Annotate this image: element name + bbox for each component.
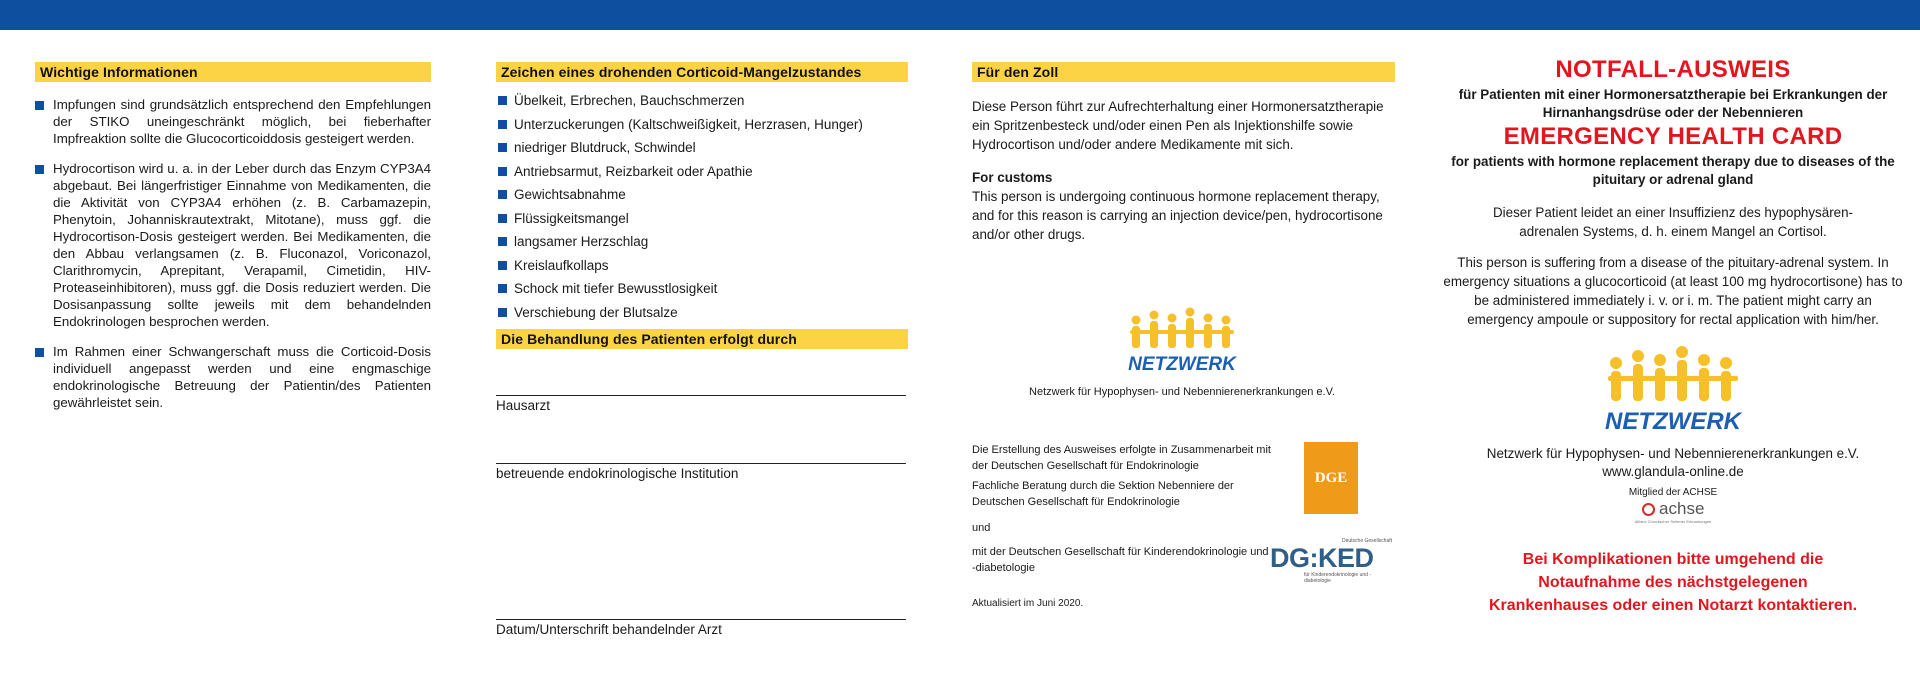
list-item: langsamer Herzschlag <box>496 233 908 257</box>
bullet-square-icon <box>498 96 507 105</box>
gp-label: Hausarzt <box>496 398 551 413</box>
achse-logo: achse Allianz Chronischer Seltener Erkrankungen <box>1634 499 1712 524</box>
list-item: Impfungen sind grundsätzlich entsprechend den Empfehlungen der STIKO uneingeschränkt möglich, bei fieberhafter Impfreaktion sollte die Glucocorticoiddosis gesteigert werden. <box>35 96 431 147</box>
bullet-square-icon <box>35 348 44 357</box>
list-item: Kreislaufkollaps <box>496 257 908 281</box>
deficiency-signs-header: Zeichen eines drohenden Corticoid-Mangelzustandes <box>496 62 908 82</box>
subtitle-en: for patients with hormone replacement therapy due to diseases of the pituitary or adrenal gland <box>1451 154 1895 187</box>
list-item: Unterzuckerungen (Kaltschweißigkeit, Herzrasen, Hunger) <box>496 116 908 140</box>
svg-text:NETZWERK: NETZWERK <box>1128 354 1236 375</box>
important-info-column <box>35 62 431 424</box>
bullet-square-icon <box>498 261 507 270</box>
list-item: Hydrocortison wird u. a. in der Leber durch das Enzym CYP3A4 abgebaut. Bei längerfristiger Einnahme von Medikamenten, die die Aktivität von CYP3A4 erhöhen (z. B. Carbamazepin, Phenytoin, Johanniskrautextrakt, Mitotane), muss ggf. die Hydrocortison-Dosis gesteigert werden. Bei Medikamenten, die den Abbau verlangsamen (z. B. Fluconazol, Voriconazol, Clarithromycin, Aprepitant, Verapamil, Cimetidin, HIV-Proteaseinhibitoren), muss ggf. die Dosis reduziert werden. Die Dosisanpassung sollte jeweils mit dem behandelnden Endokrinologen besprochen werden. <box>35 160 431 330</box>
netzwerk-caption: Netzwerk für Hypophysen- und Nebennierenerkrankungen e.V. <box>1029 386 1335 398</box>
bullet-square-icon <box>498 167 507 176</box>
org-name: Netzwerk für Hypophysen- und Nebennierenerkrankungen e.V. <box>1486 446 1860 461</box>
list-item: Gewichtsabnahme <box>496 186 908 210</box>
netzwerk-logo-large <box>1443 345 1903 439</box>
top-color-bar <box>0 0 1920 30</box>
people-chain-icon <box>1122 306 1242 378</box>
list-item: Flüssigkeitsmangel <box>496 210 908 234</box>
achse-circle-icon <box>1642 503 1655 516</box>
deficiency-signs-column <box>496 62 908 637</box>
info-text-en: This person is suffering from a disease of the pituitary-adrenal system. In emergency situations a glucocorticoid (at least 100 mg hydrocortisone) has to be administered immediately i. v. or i. m. The patient might carry an emergency ampoule or suppository for rectal application with him/her. <box>1443 255 1903 327</box>
bullet-square-icon <box>498 237 507 246</box>
cooperation-block <box>972 442 1396 612</box>
institution-label: betreuende endokrinologische Institution <box>496 466 739 481</box>
bullet-square-icon <box>35 165 44 174</box>
doctor-signature-label: Datum/Unterschrift behandelnder Arzt <box>496 622 722 637</box>
important-info-list <box>35 96 431 411</box>
customs-text-en: This person is undergoing continuous hormone replacement therapy, and for this reason is carrying an injection device/pen, hydrocortisone and/or other drugs. <box>972 189 1383 242</box>
bullet-square-icon <box>498 190 507 199</box>
symptom-list <box>496 92 908 327</box>
institution-signature-line[interactable] <box>496 463 906 464</box>
list-item: Im Rahmen einer Schwangerschaft muss die Corticoid-Dosis individuell angepasst werden und eine engmaschige endokrinologische Betreuung der Patientin/des Patienten gewährleistet sein. <box>35 343 431 411</box>
important-info-header: Wichtige Informationen <box>35 62 431 82</box>
people-chain-icon <box>1598 345 1748 439</box>
website-link[interactable]: www.glandula-online.de <box>1602 464 1744 479</box>
coop-text-2: Fachliche Beratung durch die Sektion Nebenniere der Deutschen Gesellschaft für Endokrinologie <box>972 480 1234 508</box>
customs-text-de: Diese Person führt zur Aufrechterhaltung einer Hormonersatztherapie ein Spritzenbesteck und/oder einen Pen als Injektionshilfe sowie Hydrocortison und/oder andere Medikamente mit sich. <box>972 99 1384 152</box>
list-item: Antriebsarmut, Reizbarkeit oder Apathie <box>496 163 908 187</box>
coop-and: und <box>972 522 991 534</box>
subtitle-de: für Patienten mit einer Hormonersatztherapie bei Erkrankungen der Hirnanhangsdrüse oder der Nebennieren <box>1458 87 1888 120</box>
emergency-footer: Bei Komplikationen bitte umgehend die Notaufnahme des nächstgelegenen Krankenhauses oder einen Notarzt kontaktieren. <box>1488 551 1858 614</box>
customs-column <box>972 62 1396 612</box>
gp-signature-line[interactable] <box>496 395 906 396</box>
netzwerk-logo-small <box>972 306 1392 400</box>
bullet-square-icon <box>35 101 44 110</box>
achse-membership: Mitglied der ACHSE <box>1628 487 1718 498</box>
bullet-square-icon <box>498 308 507 317</box>
doctor-signature-line[interactable] <box>496 619 906 620</box>
coop-text-1: Die Erstellung des Ausweises erfolgte in Zusammenarbeit mit der Deutschen Gesellschaft für Endokrinologie <box>972 444 1271 472</box>
list-item: Schock mit tiefer Bewusstlosigkeit <box>496 280 908 304</box>
list-item: Verschiebung der Blutsalze <box>496 304 908 328</box>
title-en: EMERGENCY HEALTH CARD <box>1503 123 1843 150</box>
bullet-square-icon <box>498 214 507 223</box>
updated-date: Aktualisiert im Juni 2020. <box>972 598 1084 609</box>
customs-header: Für den Zoll <box>972 62 1395 82</box>
customs-title-en: For customs <box>972 170 1053 185</box>
list-item: Übelkeit, Erbrechen, Bauchschmerzen <box>496 92 908 116</box>
bullet-square-icon <box>498 143 507 152</box>
list-item: niedriger Blutdruck, Schwindel <box>496 139 908 163</box>
bullet-square-icon <box>498 284 507 293</box>
coop-text-3: mit der Deutschen Gesellschaft für Kinderendokrinologie und -diabetologie <box>972 546 1269 574</box>
dgked-logo: Deutsche Gesellschaft DG:KED für Kinderendokrinologie und -diabetologie <box>1270 538 1393 584</box>
treatment-header: Die Behandlung des Patienten erfolgt durch <box>496 329 908 349</box>
emergency-card-column <box>1443 56 1903 617</box>
svg-text:NETZWERK: NETZWERK <box>1605 408 1741 435</box>
dge-logo: DGE <box>1304 442 1358 514</box>
info-text-de: Dieser Patient leidet an einer Insuffizienz des hypophysären-adrenalen Systems, d. h. einem Mangel an Cortisol. <box>1492 205 1854 239</box>
bullet-square-icon <box>498 120 507 129</box>
title-de: NOTFALL-AUSWEIS <box>1555 56 1791 83</box>
